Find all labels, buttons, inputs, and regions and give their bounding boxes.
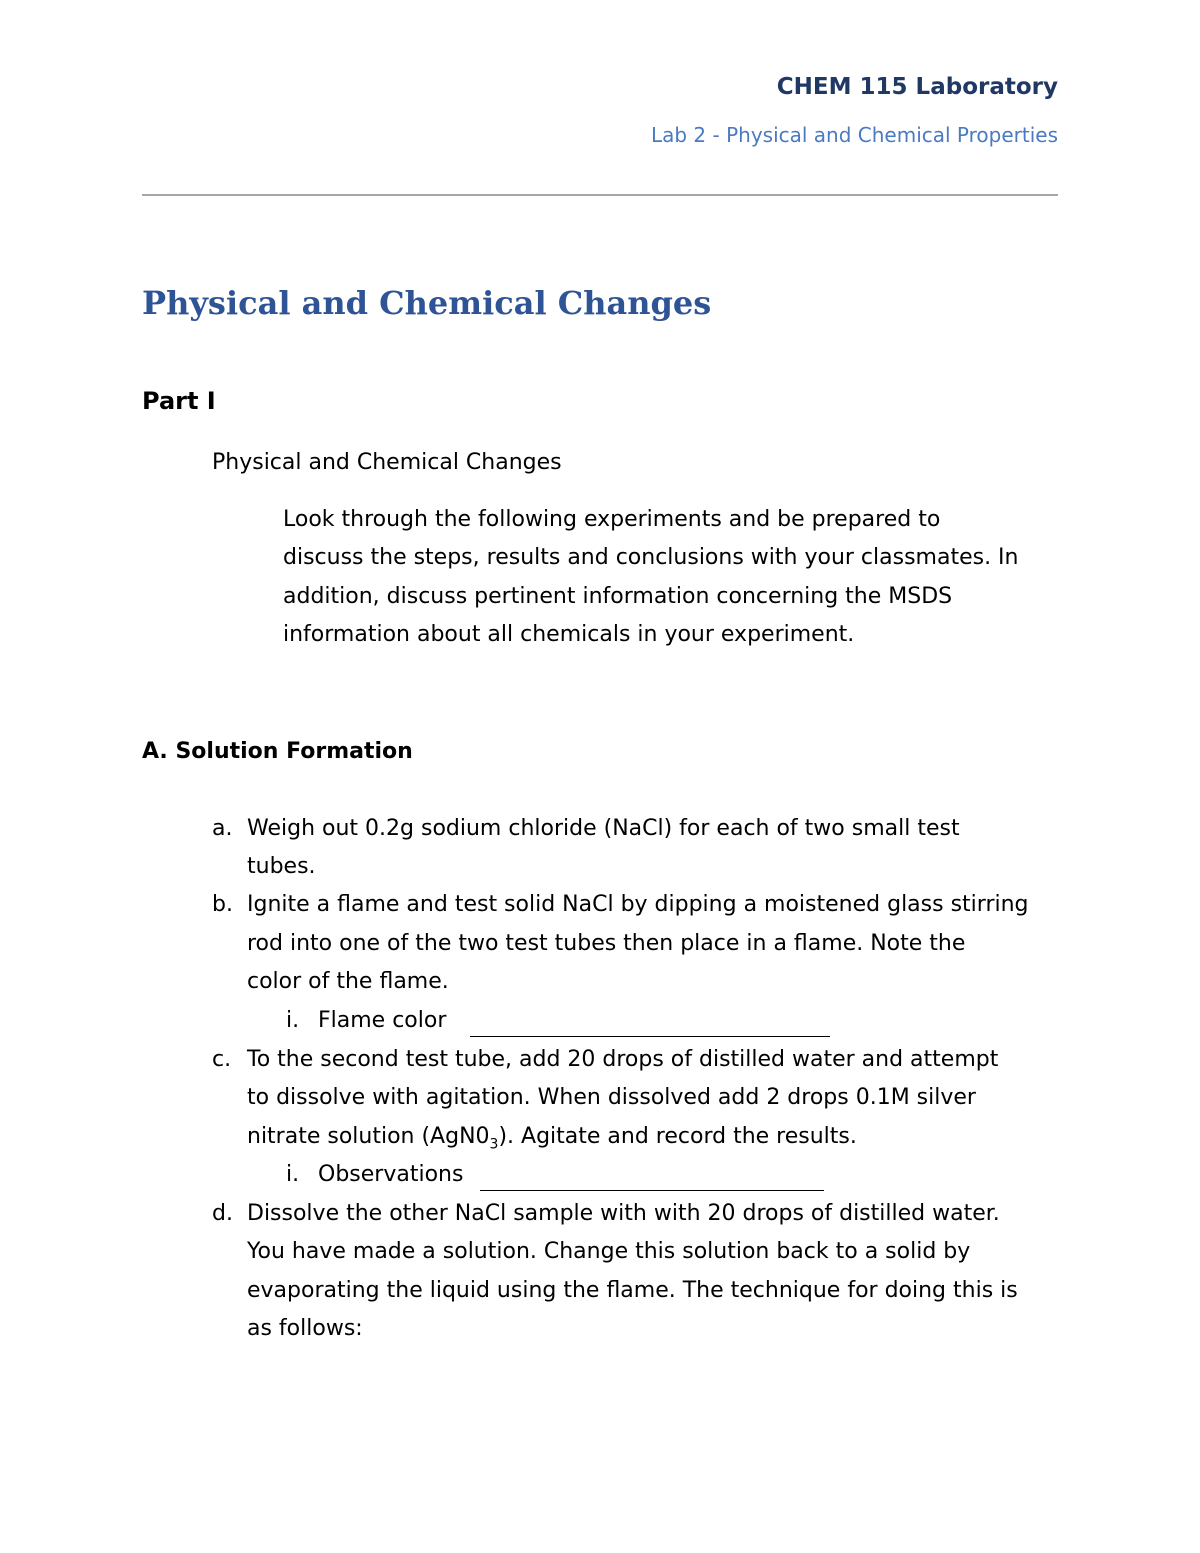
item-text-line: as follows: [247, 1316, 363, 1341]
item-text-line: Ignite a flame and test solid NaCl by dipping a moistened glass stirring [247, 892, 1029, 917]
item-text-line: To the second test tube, add 20 drops of distilled water and attempt [247, 1047, 999, 1072]
item-text-line [247, 1124, 857, 1153]
item-text-line: Weigh out 0.2g sodium chloride (NaCl) for each of two small test [247, 816, 960, 841]
course-header: CHEM 115 Laboratory [776, 74, 1058, 100]
item-text-line: You have made a solution. Change this solution back to a solid by [247, 1239, 971, 1264]
section-a-heading: A. Solution Formation [142, 739, 413, 764]
sub-item-numeral: i. [286, 1008, 300, 1033]
item-text-line: Dissolve the other NaCl sample with with 20 drops of distilled water. [247, 1201, 1000, 1226]
item-text-line: tubes. [247, 854, 316, 879]
line-text-before: nitrate solution (AgN0 [247, 1124, 490, 1149]
sub-item-numeral: i. [286, 1162, 300, 1187]
intro-line: Look through the following experiments and be prepared to [283, 507, 941, 532]
intro-line: information about all chemicals in your experiment. [283, 622, 855, 647]
intro-line: discuss the steps, results and conclusions with your classmates. In [283, 545, 1019, 570]
header-divider [142, 194, 1058, 196]
item-text-line: evaporating the liquid using the flame. The technique for doing this is [247, 1278, 1018, 1303]
item-letter: c. [212, 1047, 232, 1072]
item-text-line: color of the flame. [247, 969, 449, 994]
observations-label: Observations [318, 1162, 464, 1187]
lab-subheader: Lab 2 - Physical and Chemical Properties [650, 123, 1058, 147]
item-letter: d. [212, 1201, 233, 1226]
subscript-three: 3 [489, 1136, 499, 1153]
part-label: Part I [142, 387, 216, 415]
line-text-after: ). Agitate and record the results. [498, 1124, 857, 1149]
observations-answer-line[interactable] [480, 1190, 824, 1191]
flame-color-answer-line[interactable] [470, 1036, 830, 1037]
item-letter: b. [212, 892, 233, 917]
item-text-line: to dissolve with agitation. When dissolved add 2 drops 0.1M silver [247, 1085, 976, 1110]
document-title: Physical and Chemical Changes [142, 284, 712, 322]
item-letter: a. [212, 816, 233, 841]
flame-color-label: Flame color [318, 1008, 447, 1033]
intro-line: addition, discuss pertinent information concerning the MSDS [283, 584, 953, 609]
item-text-line: rod into one of the two test tubes then place in a flame. Note the [247, 931, 966, 956]
section-subheading: Physical and Chemical Changes [212, 450, 562, 475]
